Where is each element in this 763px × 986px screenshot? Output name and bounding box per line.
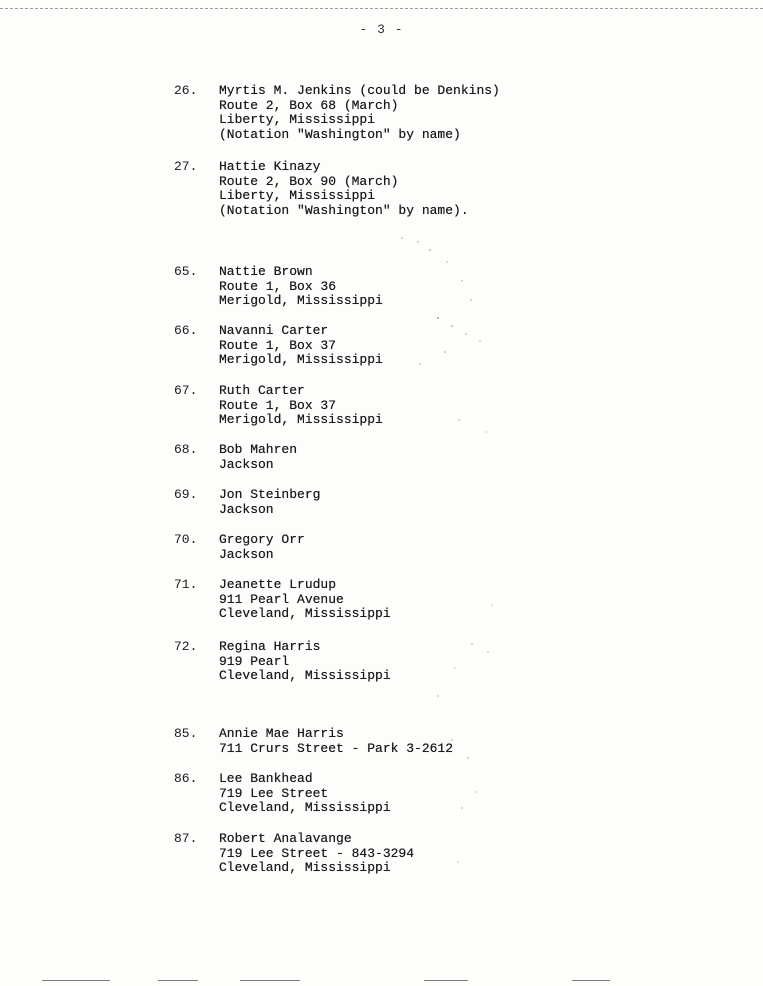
entry-line: (Notation "Washington" by name) xyxy=(219,126,461,142)
entry-line: Merigold, Mississippi xyxy=(219,293,383,309)
entry-number: 68. xyxy=(174,442,198,457)
entry-line: Jackson xyxy=(219,501,274,517)
entry-line: Jon Steinberg xyxy=(219,487,321,502)
entry-line: Annie Mae Harris xyxy=(219,726,344,741)
entry-line: Cleveland, Mississippi xyxy=(219,800,391,816)
entry-line: 911 Pearl Avenue xyxy=(219,591,344,607)
entry-line: Liberty, Mississippi xyxy=(219,112,376,128)
entry-number: 67. xyxy=(174,383,198,398)
entry-line: Lee Bankhead xyxy=(219,771,313,786)
entry-address xyxy=(219,324,719,368)
entry-address xyxy=(219,832,719,876)
entry-line: Regina Harris xyxy=(219,639,321,654)
entry-address xyxy=(219,443,719,472)
bottom-edge-marks xyxy=(0,980,763,983)
entry-address xyxy=(219,488,719,517)
entry-number: 27. xyxy=(174,159,198,174)
entry-address xyxy=(219,533,719,562)
page-number: - 3 - xyxy=(359,22,404,37)
entry-line: Liberty, Mississippi xyxy=(219,188,376,204)
entry-address xyxy=(219,384,719,428)
entry-line: Hattie Kinazy xyxy=(219,159,321,174)
entry-line: Navanni Carter xyxy=(219,323,329,338)
entry-line: Cleveland, Mississippi xyxy=(219,860,391,876)
entry-number: 26. xyxy=(174,83,198,98)
entry-number: 65. xyxy=(174,264,198,279)
entry-line: 719 Lee Street xyxy=(219,785,329,801)
entry-line: Merigold, Mississippi xyxy=(219,352,383,368)
entry-number: 70. xyxy=(174,532,198,547)
entry-line: Jackson xyxy=(219,546,274,562)
entry-line: Nattie Brown xyxy=(219,264,313,279)
entry-address xyxy=(219,772,719,816)
entry-line: Jackson xyxy=(219,456,274,472)
entry-line: Gregory Orr xyxy=(219,532,305,547)
entry-line: Route 2, Box 68 (March) xyxy=(219,97,399,113)
entry-line: 719 Lee Street - 843-3294 xyxy=(219,845,415,861)
entry-address xyxy=(219,160,719,218)
entry-line: 711 Crurs Street - Park 3-2612 xyxy=(219,740,454,756)
entry-line: Bob Mahren xyxy=(219,442,298,457)
entry-line: Route 2, Box 90 (March) xyxy=(219,173,399,189)
entry-address xyxy=(219,84,719,142)
entry-line: Merigold, Mississippi xyxy=(219,412,383,428)
entry-number: 85. xyxy=(174,726,198,741)
entry-number: 71. xyxy=(174,577,198,592)
entry-address xyxy=(219,578,719,622)
entry-address xyxy=(219,265,719,309)
entry-number: 86. xyxy=(174,771,198,786)
entry-number: 72. xyxy=(174,639,198,654)
entry-address xyxy=(219,727,719,756)
entry-line: Route 1, Box 37 xyxy=(219,397,337,413)
entry-number: 69. xyxy=(174,487,198,502)
entry-line: Robert Analavange xyxy=(219,831,352,846)
entry-line: Cleveland, Mississippi xyxy=(219,668,391,684)
entry-line: Route 1, Box 36 xyxy=(219,278,337,294)
entry-number: 66. xyxy=(174,323,198,338)
entry-line: Myrtis M. Jenkins (could be Denkins) xyxy=(219,83,500,98)
entry-number: 87. xyxy=(174,831,198,846)
entry-line: Cleveland, Mississippi xyxy=(219,606,391,622)
entry-line: Route 1, Box 37 xyxy=(219,337,337,353)
entry-line: (Notation "Washington" by name). xyxy=(219,202,469,218)
entry-line: 919 Pearl xyxy=(219,653,290,669)
entry-line: Jeanette Lrudup xyxy=(219,577,337,592)
entry-line: Ruth Carter xyxy=(219,383,305,398)
entry-address xyxy=(219,640,719,684)
